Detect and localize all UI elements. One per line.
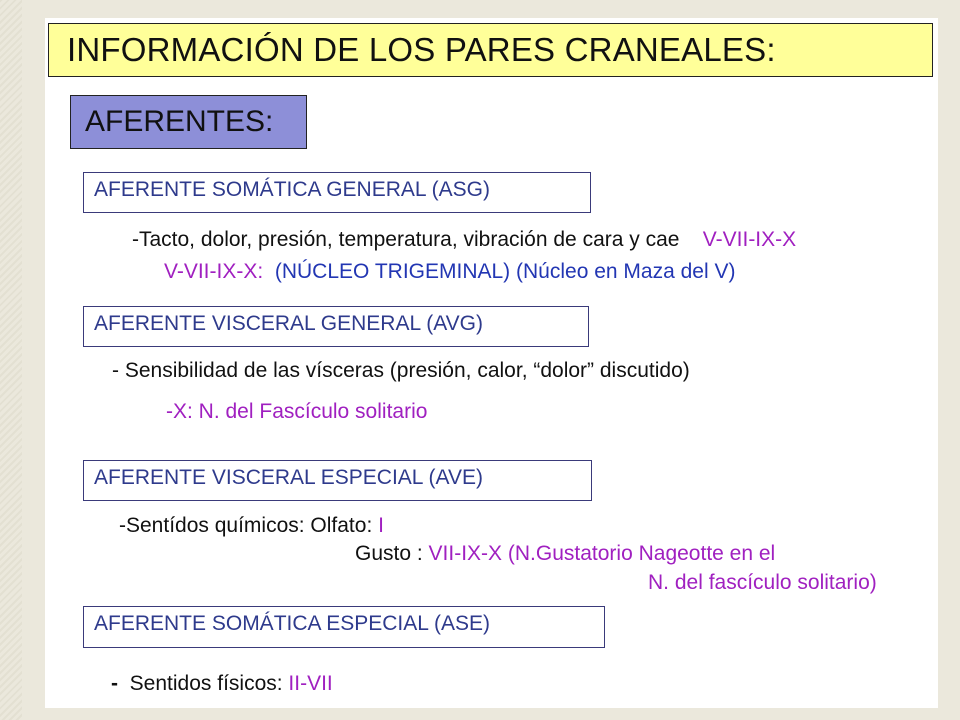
- avg-line-2-text: -X: N. del Fascículo solitario: [166, 400, 428, 423]
- asg-line-2-nerves: V-VII-IX-X:: [164, 260, 264, 283]
- ase-bullet: -: [111, 672, 118, 695]
- avg-line-2: [166, 400, 427, 424]
- asg-line-1: [132, 228, 796, 252]
- ase-heading: AFERENTE SOMÁTICA ESPECIAL (ASE): [94, 612, 490, 635]
- ave-line-2-label: Gusto :: [355, 542, 423, 565]
- section-label-box: [70, 95, 307, 149]
- ase-line-1: [111, 672, 333, 696]
- avg-heading: AFERENTE VISCERAL GENERAL (AVG): [94, 312, 483, 335]
- background-texture: [0, 0, 22, 720]
- ave-line-1: [119, 514, 384, 538]
- ave-line-3: [648, 571, 877, 595]
- avg-heading-box: [83, 306, 589, 347]
- ave-heading-box: [83, 460, 592, 501]
- slide: [45, 18, 938, 708]
- ave-line-3-text: N. del fascículo solitario): [648, 571, 877, 594]
- ase-line-1-value: II-VII: [288, 672, 333, 695]
- asg-line-2-nucleus: (NÚCLEO TRIGEMINAL): [274, 260, 511, 283]
- ave-line-2: [355, 542, 775, 566]
- avg-line-1: [112, 359, 690, 383]
- ave-line-2-value: VII-IX-X (N.Gustatorio Nageotte en el: [428, 542, 776, 565]
- asg-heading-box: [83, 172, 591, 213]
- asg-line-2-note: (Núcleo en Maza del V): [516, 260, 736, 283]
- asg-line-1-text: -Tacto, dolor, presión, temperatura, vibración de cara y cae: [132, 228, 680, 251]
- page-title: INFORMACIÓN DE LOS PARES CRANEALES:: [67, 31, 776, 68]
- asg-line-2: [164, 260, 735, 284]
- ave-line-1-value: I: [378, 514, 384, 537]
- section-label: AFERENTES:: [85, 105, 274, 138]
- ave-heading: AFERENTE VISCERAL ESPECIAL (AVE): [94, 466, 483, 489]
- ase-line-1-label: Sentidos físicos:: [129, 672, 283, 695]
- ase-heading-box: [83, 606, 605, 648]
- title-bar: [48, 23, 933, 77]
- asg-heading: AFERENTE SOMÁTICA GENERAL (ASG): [94, 178, 490, 201]
- asg-line-1-nerves: V-VII-IX-X: [702, 228, 797, 251]
- avg-line-1-text: - Sensibilidad de las vísceras (presión, calor, “dolor” discutido): [112, 359, 690, 382]
- ave-line-1-label: -Sentídos químicos: Olfato:: [119, 514, 373, 537]
